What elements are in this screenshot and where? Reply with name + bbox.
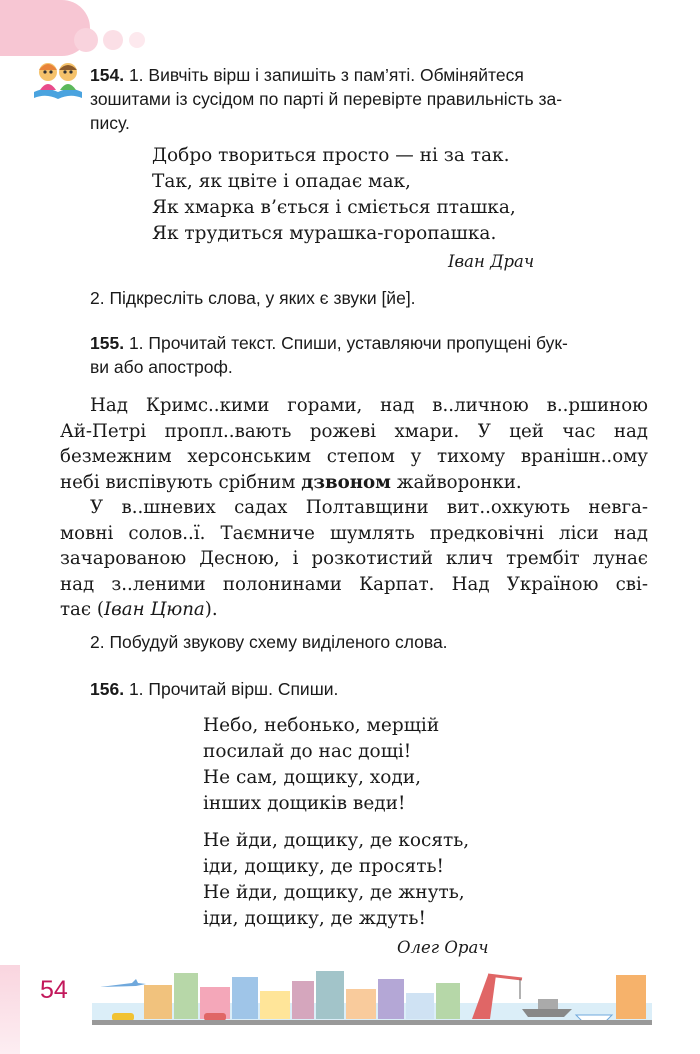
city-illustration	[92, 965, 652, 1025]
pair-work-icon	[32, 58, 84, 102]
prose-line: небі виспівують срібним дзвоном жайворонки.	[60, 471, 522, 493]
task-instruction: зошитами із сусідом по парті й перевірте правильність за-	[90, 89, 563, 109]
task-instruction: 1. Прочитай текст. Спиши, уставляючи пропущені бук-	[128, 333, 568, 353]
prose-line: У в..шневих садах Полтавщини вит..охкують невга-	[90, 497, 648, 518]
poem-line: Небо, небонько, мерщій	[203, 715, 440, 736]
task-instruction: пису.	[90, 113, 130, 133]
task-155-part2: 2. Побудуй звукову схему виділеного слова.	[90, 632, 448, 652]
poem-author: Олег Орач	[397, 938, 489, 957]
poem-line: Не сам, дощику, ходи,	[203, 767, 421, 788]
prose-line: тає (Іван Цюпа).	[60, 599, 218, 620]
text-author: Іван Цюпа	[103, 599, 205, 620]
task-instruction: ви або апостроф.	[90, 357, 233, 377]
prose-line: мовні солов..ї. Таємниче шумлять предковічні ліси над	[60, 522, 648, 544]
task-instruction: 1. Прочитай вірш. Спиши.	[128, 679, 339, 699]
poem-line: Не йди, дощику, де жнуть,	[203, 882, 465, 903]
poem-line: посилай до нас дощі!	[203, 741, 412, 762]
task-number: 155.	[90, 333, 125, 353]
poem-line: іди, дощику, де ждуть!	[203, 908, 426, 929]
poem-156-stanza-1	[203, 713, 603, 817]
poem-line: Як трудиться мурашка-горопашка.	[152, 223, 497, 244]
prose-line: зачарованою Десною, і розкотистий клич трембіт лунає	[60, 548, 648, 569]
poem-line: Як хмарка в’ється і сміється пташка,	[152, 197, 516, 218]
poem-line: іди, дощику, де просять!	[203, 856, 444, 877]
poem-line: Не йди, дощику, де косять,	[203, 830, 470, 851]
poem-line: Добро твориться просто — ні за так.	[152, 145, 510, 166]
side-strip	[0, 965, 20, 1054]
poem-line: інших дощиків веди!	[203, 793, 406, 814]
prose-line: Ай-Петрі пропл..вають рожеві хмари. У цей час над	[60, 420, 648, 442]
prose-line: над з..леними полонинами Карпат. Над Україною сві-	[60, 573, 648, 595]
text-155	[60, 393, 648, 623]
task-156	[90, 677, 338, 701]
task-number: 154.	[90, 65, 125, 85]
task-154	[90, 63, 650, 135]
highlighted-word: дзвоном	[301, 471, 391, 493]
poem-author: Іван Драч	[448, 252, 535, 271]
task-instruction: 1. Вивчіть вірш і запишіть з пам’яті. Обміняйтеся	[128, 65, 524, 85]
task-number: 156.	[90, 679, 125, 699]
task-155	[90, 331, 650, 379]
poem-154	[152, 143, 602, 247]
poem-line: Так, як цвіте і опадає мак,	[152, 171, 411, 192]
task-154-part2: 2. Підкресліть слова, у яких є звуки [йе].	[90, 288, 416, 308]
top-decoration	[0, 0, 170, 60]
prose-line: Над Кримс..кими горами, над в..личною в..ршиною	[90, 395, 648, 416]
prose-line: безмежним херсонським степом у тихому вранішн..ому	[60, 446, 648, 467]
poem-156-stanza-2	[203, 828, 603, 932]
page-number: 54	[40, 976, 68, 1004]
